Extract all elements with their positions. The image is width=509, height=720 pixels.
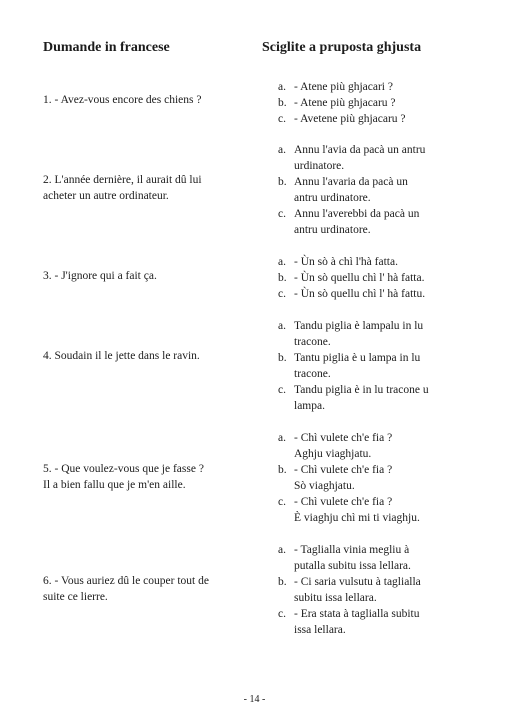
- answers-1: [278, 79, 468, 127]
- option-text: - Chì vulete ch'e fia ?: [294, 432, 393, 444]
- option-letter: c.: [278, 384, 286, 396]
- question-1-line-1: 1. - Avez-vous encore des chiens ?: [43, 94, 202, 106]
- option-text: - Taglialla vinia megliu à: [294, 544, 410, 556]
- answers-4: [278, 318, 468, 414]
- option-letter: a.: [278, 544, 286, 556]
- question-3-line-1: 3. - J'ignore qui a fait ça.: [43, 270, 157, 282]
- option-2c: [278, 206, 468, 238]
- option-3c: [278, 286, 468, 302]
- option-6b: [278, 574, 468, 606]
- option-text: Annu l'avaria da pacà un: [294, 176, 408, 188]
- question-2: [43, 172, 258, 204]
- option-letter: a.: [278, 320, 286, 332]
- question-6: [43, 573, 258, 605]
- option-text: putalla subitu issa lellara.: [294, 560, 411, 572]
- option-text: Tandu piglia è lampalu in lu: [294, 320, 424, 332]
- question-3: [43, 268, 258, 284]
- question-5-line-2: Il a bien fallu que je m'en aille.: [43, 479, 186, 491]
- option-letter: a.: [278, 432, 286, 444]
- answers-6: [278, 542, 468, 638]
- option-text: antru urdinatore.: [294, 192, 371, 204]
- option-letter: b.: [278, 97, 287, 109]
- option-2b: [278, 174, 468, 206]
- option-3a: [278, 254, 468, 270]
- question-2-line-1: 2. L'année dernière, il aurait dû lui: [43, 174, 202, 186]
- option-6c: [278, 606, 468, 638]
- option-letter: c.: [278, 608, 286, 620]
- option-4c: [278, 382, 468, 414]
- option-letter: c.: [278, 113, 286, 125]
- option-text: tracone.: [294, 336, 331, 348]
- option-5a: [278, 430, 468, 462]
- answers-2: [278, 142, 468, 238]
- option-text: tracone.: [294, 368, 331, 380]
- option-4b: [278, 350, 468, 382]
- option-text: Aghju viaghjatu.: [294, 448, 372, 460]
- answers-3: [278, 254, 468, 302]
- option-1c: [278, 111, 468, 127]
- option-letter: a.: [278, 256, 286, 268]
- option-letter: b.: [278, 352, 287, 364]
- option-letter: a.: [278, 144, 286, 156]
- option-text: - Ùn sò quellu chì l' hà fatta.: [294, 272, 425, 284]
- option-text: Tandu piglia è in lu tracone u: [294, 384, 429, 396]
- question-6-line-1: 6. - Vous auriez dû le couper tout de: [43, 575, 209, 587]
- right-column-header: Sciglite a pruposta ghjusta: [262, 40, 422, 55]
- option-text: subitu issa lellara.: [294, 592, 377, 604]
- option-text: Annu l'avia da pacà un antru: [294, 144, 426, 156]
- option-letter: a.: [278, 81, 286, 93]
- option-text: - Atene più ghjacari ?: [294, 81, 393, 93]
- question-5-line-1: 5. - Que voulez-vous que je fasse ?: [43, 463, 204, 475]
- question-2-line-2: acheter un autre ordinateur.: [43, 190, 169, 202]
- option-5b: [278, 462, 468, 494]
- option-text: lampa.: [294, 400, 325, 412]
- option-letter: c.: [278, 288, 286, 300]
- option-2a: [278, 142, 468, 174]
- question-1: [43, 92, 258, 108]
- question-6-line-2: suite ce lierre.: [43, 591, 108, 603]
- option-text: urdinatore.: [294, 160, 345, 172]
- option-1b: [278, 95, 468, 111]
- option-text: Sò viaghjatu.: [294, 480, 355, 492]
- option-6a: [278, 542, 468, 574]
- option-text: antru urdinatore.: [294, 224, 371, 236]
- answers-5: [278, 430, 468, 526]
- option-1a: [278, 79, 468, 95]
- option-text: - Chì vulete ch'e fia ?: [294, 496, 393, 508]
- option-3b: [278, 270, 468, 286]
- option-text: Annu l'averebbi da pacà un: [294, 208, 420, 220]
- option-text: - Ci saria vulsutu à taglialla: [294, 576, 421, 588]
- option-text: È viaghju chì mi ti viaghju.: [294, 512, 420, 524]
- page-number: - 14 -: [243, 694, 266, 705]
- option-text: Tantu piglia è u lampa in lu: [294, 352, 421, 364]
- option-letter: b.: [278, 272, 287, 284]
- option-letter: c.: [278, 496, 286, 508]
- option-text: - Ùn sò à chì l'hà fatta.: [294, 256, 398, 268]
- option-text: - Avetene più ghjacaru ?: [294, 113, 406, 125]
- option-4a: [278, 318, 468, 350]
- option-letter: c.: [278, 208, 286, 220]
- question-5: [43, 461, 258, 493]
- option-text: - Chì vulete ch'e fia ?: [294, 464, 393, 476]
- option-letter: b.: [278, 176, 287, 188]
- option-text: issa lellara.: [294, 624, 346, 636]
- option-letter: b.: [278, 576, 287, 588]
- option-text: - Atene più ghjacaru ?: [294, 97, 396, 109]
- option-text: - Era stata à taglialla subitu: [294, 608, 420, 620]
- option-text: - Ùn sò quellu chì l' hà fattu.: [294, 288, 426, 300]
- left-column-header: Dumande in francese: [43, 40, 170, 55]
- question-4-line-1: 4. Soudain il le jette dans le ravin.: [43, 350, 200, 362]
- option-5c: [278, 494, 468, 526]
- option-letter: b.: [278, 464, 287, 476]
- question-4: [43, 348, 258, 364]
